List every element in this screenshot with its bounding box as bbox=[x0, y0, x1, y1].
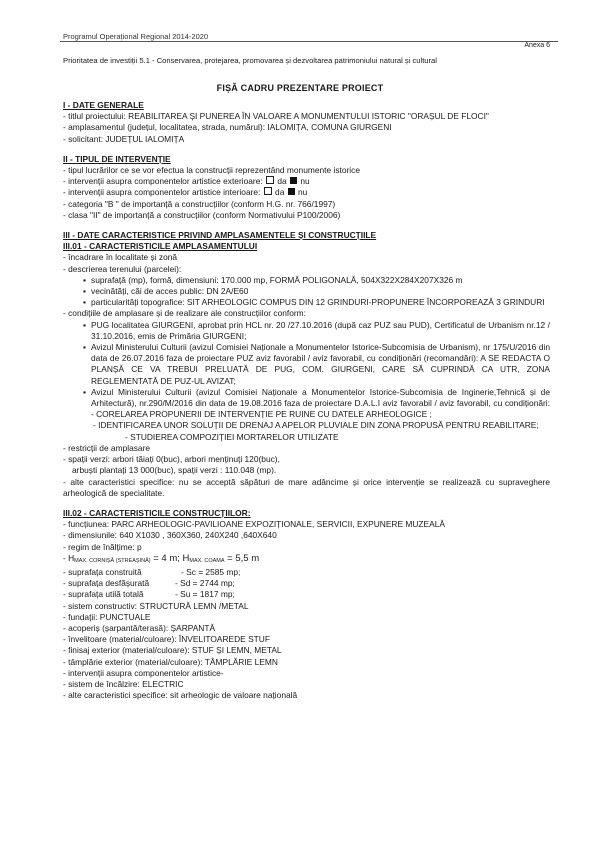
roofing-line: - învelitoare (material/culoare): ÎNVELITOAREDE STUF bbox=[63, 634, 270, 645]
importance-category-line: - categoria "B " de importanță a construcțiilor (conform H.G. nr. 766/1997) bbox=[63, 198, 336, 209]
h-ridge-value: = 5,5 m bbox=[224, 552, 260, 564]
bullet-neighbours: ▪ vecinătăți, căi de acces public: DN 2A/E60 bbox=[63, 286, 550, 297]
built-area-label: - suprafața construită bbox=[63, 566, 142, 577]
structure-line: - sistem constructiv: STRUCTURĂ LEMN /METAL bbox=[63, 600, 249, 611]
works-type-line: - tipul lucrărilor ce se vor efectua la construcții reprezentând monumente istorice bbox=[63, 165, 360, 176]
function-line: - funcțiunea: PARC ARHEOLOGIC-PAVILIOANE EXPOZIȚIONALE, SERVICII, EXPUNERE MUZEALĂ bbox=[63, 519, 445, 530]
document-title: FIȘĂ CADRU PREZENTARE PROIECT bbox=[216, 83, 384, 93]
built-area-line bbox=[63, 567, 550, 578]
useful-area-label: - suprafața utilă totală bbox=[63, 589, 144, 600]
section-heading-general: I - DATE GENERALE bbox=[63, 100, 144, 110]
section-heading-intervention: II - TIPUL DE INTERVENȚIE bbox=[63, 153, 171, 164]
locality-line: - încadrare în localitate și zonă bbox=[63, 252, 178, 263]
condition-mortar: - STUDIEREA COMPOZIȚIEI MORTARELOR UTILIZATE bbox=[125, 431, 339, 442]
da-label: da bbox=[275, 187, 285, 198]
project-title-line: - titlul proiectului: REABILITAREA ȘI PUNEREA ÎN VALOARE A MONUMENTULUI ISTORIC "ORAȘUL DE FLOCI" bbox=[63, 111, 489, 122]
importance-class-line: - clasa "II" de importanță a construcțiilor (conform Normativului P100/2006) bbox=[63, 209, 341, 220]
restrictions-line: - restricții de amplasare bbox=[63, 442, 151, 453]
checkbox-nu-filled bbox=[290, 177, 297, 184]
da-label: da bbox=[277, 176, 287, 187]
green-spaces-line: - spații verzi: arbori tăiați 0(buc), arbori menținuți 120(buc), bbox=[63, 454, 280, 465]
h-ridge-sub: MAX. COAMA bbox=[189, 557, 225, 564]
subsection-heading-constructions: III.02 - CARACTERISTICILE CONSTRUCȚIILOR: bbox=[63, 507, 251, 518]
height-regime-line: - regim de înălțime: p bbox=[63, 541, 142, 552]
roof-line: - acoperiș (șarpantă/terasă): ȘARPANTĂ bbox=[63, 622, 216, 633]
annex-label: Anexa 6 bbox=[524, 42, 550, 49]
header-rule bbox=[60, 41, 558, 42]
section-heading-characteristics: III - DATE CARACTERISTICE PRIVIND AMPLASAMENTELE ȘI CONSTRUCȚIILE bbox=[63, 230, 377, 241]
location-line: - amplasamentul (județul, localitatea, strada, numărul): IALOMIȚA, COMUNA GIURGENI bbox=[63, 122, 392, 133]
interior-artistic-line bbox=[63, 187, 550, 198]
nu-label: nu bbox=[300, 176, 310, 187]
h-prefix: - H bbox=[63, 552, 75, 563]
h-cornice-value: = 4 m; H bbox=[150, 552, 190, 564]
bullet-pug: ▪ PUG localitatea GIURGENI, aprobat prin HCL nr. 20 /27.10.2016 (după caz PUZ sau PUD), Certificatul de Urbanism nr.12 / 31.10.2016, emis de Primăria GIURGENI; bbox=[63, 320, 550, 342]
checkbox-nu-filled bbox=[288, 188, 295, 195]
bullet-avizul-inginerie: ▪ Avizul Ministerului Culturii (avizul Comisiei Naționale a Monumentelor Istorice-Subcomisia de Inginerie,Tehnică și de Arhitectură), nr.290/M/2016 din data de 19.08.2016 faza de proiectare D.A.L.I aviz favorabil / aviz favorabil, cu condiționări: - CORELAREA PROPUNERII DE INTERVENȚIE PE RUINE CU DATELE ARHEOLOGICE ; bbox=[63, 387, 550, 421]
exterior-artistic-line bbox=[63, 176, 550, 187]
exterior-artistic-label: - intervenții asupra componentelor artistice exterioare: bbox=[63, 176, 263, 187]
foundation-line: - fundații: PUNCTUALE bbox=[63, 611, 151, 622]
nu-label: nu bbox=[298, 187, 308, 198]
useful-area-line bbox=[63, 589, 550, 600]
checkbox-da-empty bbox=[264, 187, 272, 195]
developed-area-line bbox=[63, 578, 550, 589]
program-header: Programul Operațional Regional 2014-2020 bbox=[63, 32, 209, 41]
checkbox-da-empty bbox=[266, 176, 274, 184]
terrain-line: - descrierea terenului (parcelei): bbox=[63, 263, 182, 274]
h-cornice-sub: MAX. CORNIȘĂ (STREAȘINĂ) bbox=[74, 557, 151, 564]
green-spaces-line-2: arbuști plantați 13 000(buc), spații verzi : 110.048 (mp). bbox=[72, 465, 277, 476]
bullet-area: ▪ suprafață (mp), formă, dimensiuni: 170.000 mp, FORMĂ POLIGONALĂ, 504X322X284X207X326 m bbox=[63, 275, 550, 286]
condition-drainage: - IDENTIFICAREA UNOR SOLUȚII DE DRENAJ A APELOR PLUVIALE DIN ZONA PROPUSĂ PENTRU REABILITARE; bbox=[93, 420, 539, 431]
exterior-finish-line: - finisaj exterior (material/culoare): STUF ȘI LEMN, METAL bbox=[63, 645, 282, 656]
interior-artistic-label: - intervenții asupra componentelor artistice interioare: bbox=[63, 187, 261, 198]
useful-area-value: - Su = 1817 mp; bbox=[175, 589, 235, 600]
heating-line: - sistem de încălzire: ELECTRIC bbox=[63, 678, 184, 689]
joinery-line: - tâmplărie exterior (material/culoare): TÂMPLĂRIE LEMN bbox=[63, 656, 278, 667]
priority-line: Prioritatea de investiții 5.1 - Conservarea, protejarea, promovarea și dezvoltarea patrimoniului natural și cultural bbox=[63, 56, 437, 65]
bullet-topography: ▪ particularități topografice: SIT ARHEOLOGIC COMPUS DIN 12 GRINDURI-PROPUNERE ÎNCORPOREAZĂ 3 GRINDURI bbox=[63, 297, 550, 308]
height-values-line bbox=[63, 553, 550, 567]
other-characteristics-line: - alte caracteristici specifice: nu se acceptă săpături de mare adâncime și orice intervenție se realizează cu supraveghere arheologică de specialitate. bbox=[63, 476, 550, 498]
built-area-value: - Sc = 2585 mp; bbox=[181, 566, 241, 577]
artistic-components-line: - intervenții asupra componentelor artistice- bbox=[63, 667, 224, 678]
bullet-avizul-urbanism: ▪ Avizul Ministerului Culturii (avizul Comisiei Naționale a Monumentelor Istorice-Subcomisia de Urbanism), nr 175/U/2016 din data de 26.07.2016 faza de proiectare PUZ aviz favorabil / aviz favorabil, cu condiționări (recomandări): A SE REDACTA O PLANȘĂ CE VA TREBUI PRELUATĂ DE PUG, COM. GIURGENI, CARE SĂ CUPRINDĂ CA UTR, ZONA REGLEMENTATĂ DE PUZ-UL AVIZAT; bbox=[63, 342, 550, 387]
developed-area-label: - suprafața desfășurată bbox=[63, 578, 150, 589]
document-body bbox=[63, 100, 550, 701]
developed-area-value: - Sd = 2744 mp; bbox=[175, 578, 235, 589]
subsection-heading-site: III.01 - CARACTERISTICILE AMPLASAMENTULUI bbox=[63, 241, 258, 252]
dimensions-line: - dimensiunile: 640 X1030 , 360X360, 240X240 ,640X640 bbox=[63, 530, 277, 541]
applicant-line: - solicitant: JUDEȚUL IALOMIȚA bbox=[63, 133, 185, 144]
conditions-line: - condițiile de amplasare și de realizare ale construcțiilor conform: bbox=[63, 308, 306, 319]
specific-characteristics-line: - alte caracteristici specifice: sit arheologic de valoare națională bbox=[63, 690, 298, 701]
